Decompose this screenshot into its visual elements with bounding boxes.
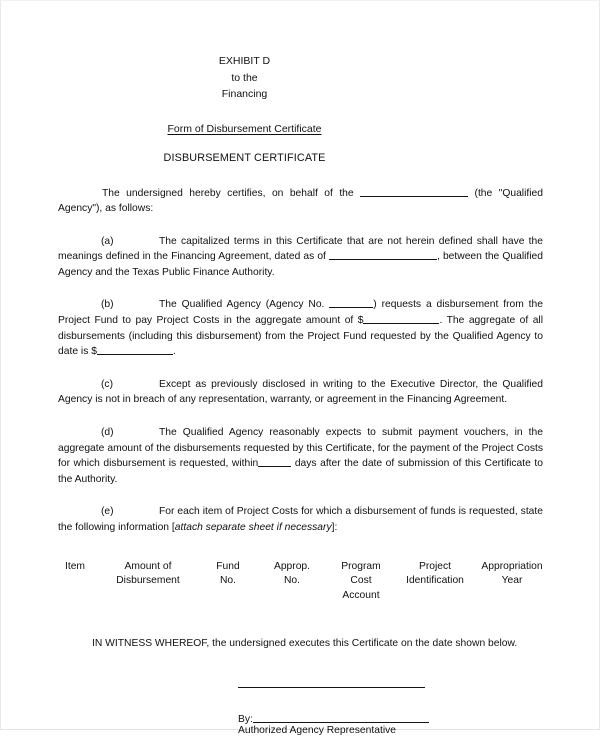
clause-a-text-2: , between the Qualified Agency and the Texas Public Finance Authority. [58,251,543,278]
table-column-fund-line3: No. [219,575,237,587]
signature-by-label: By: [238,713,253,725]
table-column-amount-line2: Amount of [124,560,172,572]
clause-e [58,504,543,535]
document-content [58,1,543,737]
clause-b-blank-aggregate[interactable] [97,344,173,355]
table-column-amount-of-disbursement [98,560,198,589]
clause-b-text-1: The Qualified Agency (Agency No. [159,299,325,311]
clause-b-text-3: . The aggregate of all disbursements (including this disbursement) from the Project Fund requested by the Qualified Agency to date is $ [58,315,543,358]
table-column-project-identification [398,560,472,589]
table-column-approp-year-line3: Year [501,575,523,587]
clause-a [58,234,543,281]
table-column-fund-no [204,560,252,589]
exhibit-header-block [2,53,487,103]
clause-b-tag: (b) [101,299,114,311]
clause-a-text-1: The capitalized terms in this Certificate that are not herein defined shall have the meanings defined in the Financing Agreement, dated as of [58,235,543,263]
signature-line[interactable] [238,687,425,688]
clause-d-blank-days[interactable] [258,456,291,467]
clause-c-tag: (c) [101,378,114,390]
intro-paragraph [58,186,543,217]
signature-by-blank[interactable] [253,712,429,723]
table-column-program-line1: Program [341,560,381,572]
clause-c [58,377,543,408]
costs-table-header [58,560,543,616]
table-column-program-line3: Account [342,589,380,601]
signature-caption: Authorized Agency Representative [238,724,396,736]
form-subtitle [2,123,487,135]
table-column-approp-line2: Approp. [273,560,311,572]
exhibit-line-3: Financing [221,88,268,100]
table-column-project-line2: Project [418,560,452,572]
exhibit-line-1: EXHIBIT D [218,55,271,67]
clause-e-text-3: ]: [331,522,338,533]
witness-statement: IN WITNESS WHEREOF, the undersigned executes this Certificate on the date shown below. [92,637,518,649]
clause-b-blank-agency-no[interactable] [329,297,373,308]
table-column-program-line2: Cost [350,575,372,587]
signature-block [58,677,543,737]
document-title: DISBURSEMENT CERTIFICATE [163,151,326,164]
table-column-program-cost-account [330,560,392,604]
table-column-item [58,560,92,575]
table-column-approp-no [263,560,321,589]
clause-a-blank-date[interactable] [329,249,437,260]
clause-b-text-4: . [172,346,176,358]
clause-c-text-1: Except as previously disclosed in writing to the Executive Director, the Qualified Agency is not in breach of any representation, warranty, or agreement in the Financing Agreement. [58,378,543,406]
clause-e-tag: (e) [101,506,114,518]
intro-blank-field[interactable] [360,186,468,197]
clause-d-tag: (d) [101,427,114,439]
exhibit-line-2: to the [231,71,258,84]
clause-d-text-2: days after the date of submission of this Certificate to the Authority. [58,458,543,485]
clause-b-text-2: ) requests a disbursement from the Project Fund to pay Project Costs in the aggregate amount of $ [58,299,543,327]
table-column-appropriation-year [475,560,549,589]
form-subtitle-text: Form of Disbursement Certificate [167,122,322,135]
clause-b [58,297,543,359]
table-column-approp-year-line2: Appropriation [481,560,543,572]
clause-d-text-1: The Qualified Agency reasonably expects to submit payment vouchers, in the aggregate amount of the disbursements requested by this Certificate, for the payment of the Project Costs for which disbursement is requested, within [58,427,543,470]
signature-by-row [238,712,429,725]
table-column-fund-line2: Fund [216,560,240,572]
clause-e-text-1: For each item of Project Costs for which a disbursement of funds is requested, state the following information [ [58,506,543,533]
clause-d [58,425,543,487]
clause-e-text-italic: attach separate sheet if necessary [174,522,332,533]
intro-text-before: The undersigned hereby certifies, on behalf of the [102,187,354,199]
clause-b-blank-amount[interactable] [363,313,439,324]
table-column-item-line3: Item [64,560,86,572]
table-column-approp-line3: No. [283,575,301,587]
intro-text-after: (the "Qualified Agency"), as follows: [58,187,543,215]
table-column-project-line3: Identification [406,575,464,587]
table-column-amount-line3: Disbursement [116,575,180,587]
clause-a-tag: (a) [101,235,114,247]
